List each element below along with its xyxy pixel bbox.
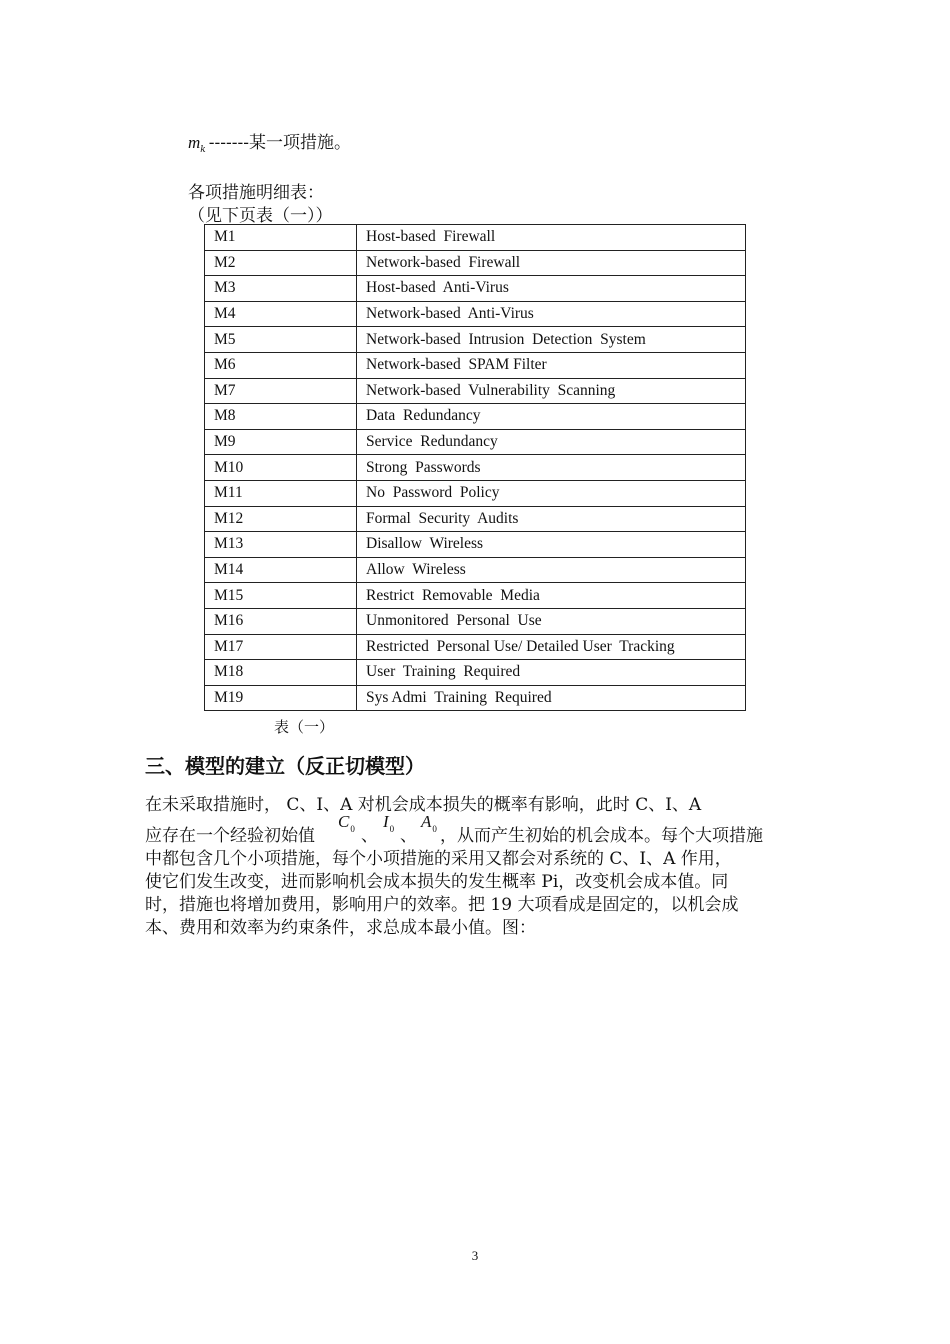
measure-name-cell: Network-based SPAM Filter [357,352,746,378]
paragraph-line-2-text: 应存在一个经验初始值 [145,826,315,846]
table-row [205,327,746,353]
measure-name-cell: Allow Wireless [357,557,746,583]
measure-name-cell: Data Redundancy [357,404,746,430]
table-row [205,480,746,506]
table-row [205,429,746,455]
measures-table [204,224,746,711]
table-row [205,378,746,404]
mk-symbol: m [188,133,201,152]
measure-id-cell: M5 [205,327,357,353]
table-row [205,660,746,686]
measure-name-cell: No Password Policy [357,480,746,506]
paragraph-line-6: 本、费用和效率为约束条件，求总成本最小值。图： [145,918,536,938]
table-row [205,583,746,609]
measure-name-cell: Host-based Anti-Virus [357,276,746,302]
measure-id-cell: M13 [205,532,357,558]
measure-name-cell: Formal Security Audits [357,506,746,532]
measure-name-cell: Restrict Removable Media [357,583,746,609]
table-row [205,634,746,660]
mk-definition-text: -------某一项措施。 [208,133,351,153]
table-row [205,532,746,558]
measure-id-cell: M15 [205,583,357,609]
table-row [205,404,746,430]
table-row [205,685,746,711]
measure-id-cell: M7 [205,378,357,404]
measure-id-cell: M3 [205,276,357,302]
table-row [205,506,746,532]
formula-i0: $I_0$ [383,812,395,834]
measure-id-cell: M10 [205,455,357,481]
measure-name-cell: Network-based Intrusion Detection System [357,327,746,353]
paragraph-line-2 [145,821,315,846]
table-row [205,225,746,251]
table-row [205,557,746,583]
formula-separator-2: 、 [400,826,417,846]
measure-name-cell: Network-based Anti-Virus [357,301,746,327]
measure-id-cell: M11 [205,480,357,506]
paragraph-line-3: 中都包含几个小项措施，每个小项措施的采用又都会对系统的 C、I、A 作用， [145,849,732,869]
measure-name-cell: Service Redundancy [357,429,746,455]
measure-name-cell: Network-based Firewall [357,250,746,276]
measure-id-cell: M9 [205,429,357,455]
measure-name-cell: Restricted Personal Use/ Detailed User Tracking [357,634,746,660]
formula-a0: $A_0$ [421,812,437,834]
table-row [205,276,746,302]
mk-subscript: k [200,145,206,155]
paragraph-line-1: 在未采取措施时， C、I、A 对机会成本损失的概率有影响，此时 C、I、A [145,795,702,815]
formula-separator-1: 、 [361,826,378,846]
measure-id-cell: M17 [205,634,357,660]
measure-name-cell: User Training Required [357,660,746,686]
measure-id-cell: M19 [205,685,357,711]
measure-name-cell: Sys Admi Training Required [357,685,746,711]
table-row [205,455,746,481]
paragraph-line-2-cont: ，从而产生初始的机会成本。每个大项措施 [440,826,763,846]
measure-name-cell: Strong Passwords [357,455,746,481]
paragraph-line-5: 时，措施也将增加费用，影响用户的效率。把 19 大项看成是固定的，以机会成 [145,895,739,915]
table-row [205,352,746,378]
measure-id-cell: M18 [205,660,357,686]
section-heading: 三、模型的建立（反正切模型） [145,754,425,778]
table-intro-note: （见下页表（一）） [188,206,333,226]
measure-name-cell: Disallow Wireless [357,532,746,558]
paragraph-line-4: 使它们发生改变，进而影响机会成本损失的发生概率 Pi，改变机会成本值。同 [145,872,729,892]
measure-name-cell: Network-based Vulnerability Scanning [357,378,746,404]
measure-id-cell: M12 [205,506,357,532]
formula-c0: $C_0$ [338,812,355,834]
measure-id-cell: M4 [205,301,357,327]
table-row [205,250,746,276]
measure-id-cell: M16 [205,608,357,634]
measure-id-cell: M2 [205,250,357,276]
measure-name-cell: Host-based Firewall [357,225,746,251]
table-intro-title: 各项措施明细表： [188,183,324,203]
measure-id-cell: M14 [205,557,357,583]
measure-id-cell: M6 [205,352,357,378]
page-number: 3 [471,1248,479,1263]
table-row [205,301,746,327]
table-row [205,608,746,634]
table-caption: 表（一） [274,718,335,736]
measure-id-cell: M8 [205,404,357,430]
measure-id-cell: M1 [205,225,357,251]
measure-name-cell: Unmonitored Personal Use [357,608,746,634]
measure-definition-line [188,128,351,153]
